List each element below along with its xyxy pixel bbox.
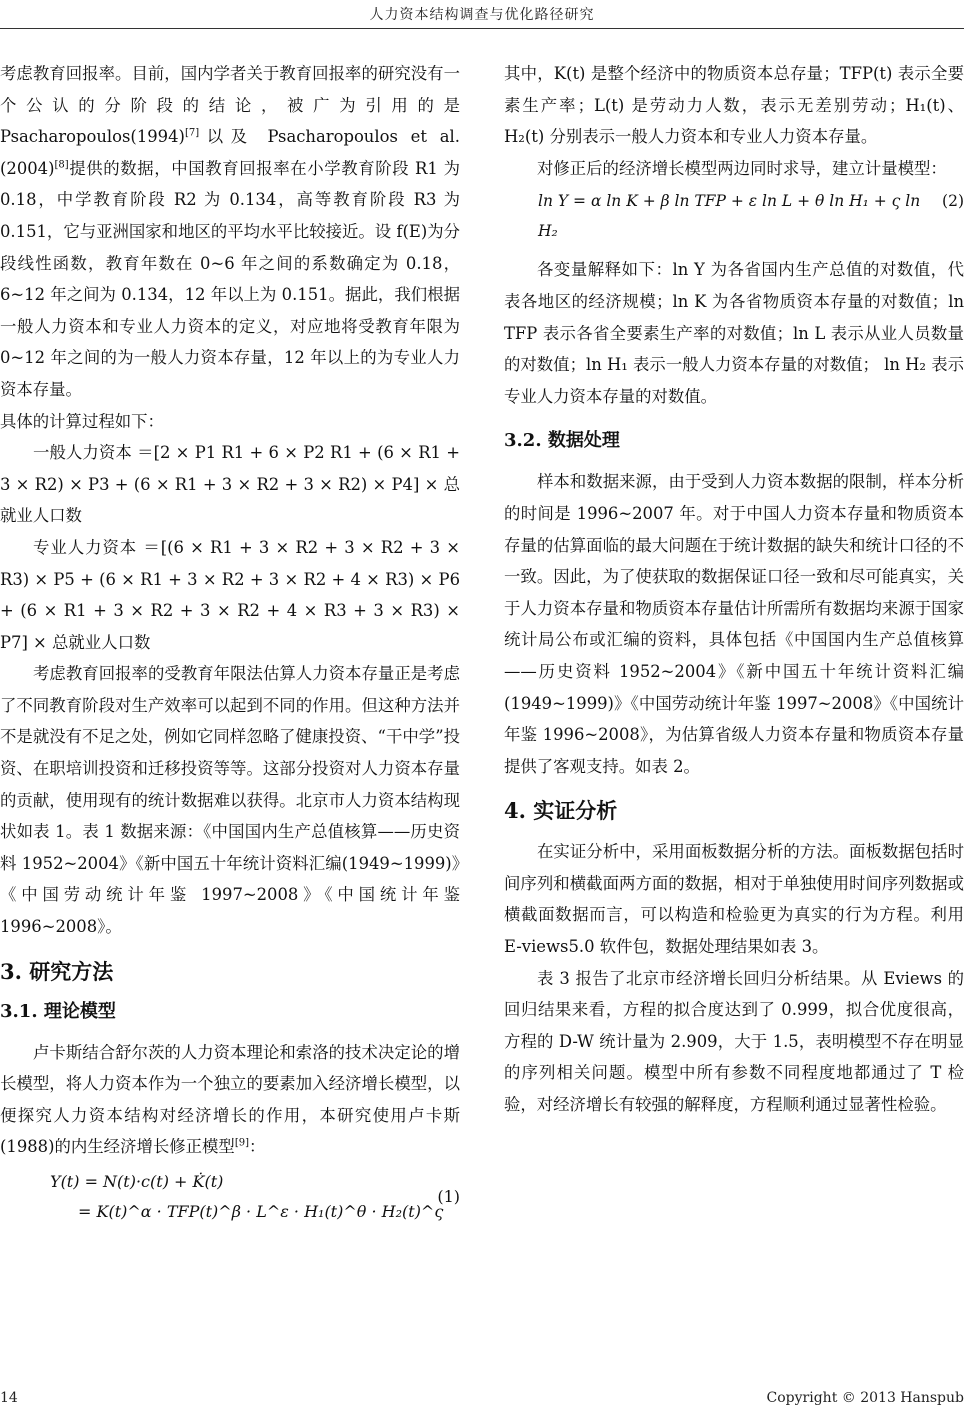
- paragraph-panel-analysis: 在实证分析中，采用面板数据分析的方法。面板数据包括时间序列和横截面两方面的数据，相对于单独使用时间序列数据或横截面数据而言，可以构造和检验更为真实的行为方程。利用 E-views5.0 软件包，数据处理结果如表 3。: [504, 842, 964, 957]
- left-column: [0, 58, 460, 1227]
- section-heading-3: 3. 研究方法: [0, 958, 114, 984]
- page-number: 14: [0, 1390, 18, 1406]
- paragraph-variable-explanation: 各变量解释如下：ln Y 为各省国内生产总值的对数值，代表各地区的经济规模；ln K 为各省物质资本存量的对数值；ln TFP 表示各省全要素生产率的对数值；ln L 表示从业人员数量的对数值；ln H₁ 表示一般人力资本存量的对数值； ln H₂ 表示专业人力资本存量的对数值。: [504, 260, 964, 406]
- paragraph-education-return: [0, 58, 460, 406]
- text-run: 以及 Psacharopoulos et al. (2004): [0, 127, 460, 178]
- equation-2-body: ln Y = α ln K + β ln TFP + ε ln L + θ ln H₁ + ς ln H₂: [538, 192, 921, 241]
- subsection-heading-3-1: 3.1. 理论模型: [0, 1000, 116, 1022]
- equation-2-number: (2): [942, 192, 964, 211]
- formula-general-human-capital: 一般人力资本 ＝[2 × P1 R1 + 6 × P2 R1 + (6 × R1 + 3 × R2) × P3 + (6 × R1 + 3 × R2 + 3 × R2) × P4] × 总就业人口数: [0, 443, 460, 526]
- equation-1-line-1: Y(t) = N(t)·c(t) + K̇(t): [50, 1172, 224, 1191]
- equation-1-line-2: = K(t)^α · TFP(t)^β · L^ε · H₁(t)^θ · H₂(t)^ς: [78, 1202, 444, 1221]
- equation-1: [0, 1167, 460, 1227]
- text-run: 提供的数据，中国教育回报率在小学教育阶段 R1 为 0.18，中学教育阶段 R2 为 0.134，高等教育阶段 R3 为 0.151，它与亚洲国家和地区的平均水平比较接近。设 f(E)为分段线性函数，教育年数在 0~6 年之间的系数确定为 0.18，6~12 年之间为 0.134，12 年以上为 0.151。据此，我们根据一般人力资本和专业人力资本的定义，对应地将受教育年限为 0~12 年之间的为一般人力资本存量，12 年以上的为专业人力资本存量。: [0, 158, 460, 399]
- right-column: [504, 58, 964, 1121]
- paragraph-calc-intro: 具体的计算过程如下：: [0, 411, 164, 431]
- citation-7[interactable]: [7]: [184, 127, 200, 139]
- paragraph-variable-definitions: 其中，K(t) 是整个经济中的物质资本总存量；TFP(t) 表示全要素生产率；L(t) 是劳动力人数，表示无差别劳动；H₁(t)、H₂(t) 分别表示一般人力资本和专业人力资本存量。: [504, 64, 964, 147]
- text-run: 卢卡斯结合舒尔茨的人力资本理论和索洛的技术决定论的增长模型，将人力资本作为一个独立的要素加入经济增长模型，以便探究人力资本结构对经济增长的作用，本研究使用卢卡斯(1988)的内生经济增长修正模型: [0, 1042, 460, 1157]
- equation-1-number: (1): [437, 1187, 460, 1206]
- formula-specialized-human-capital: 专业人力资本 ＝[(6 × R1 + 3 × R2 + 3 × R2 + 3 × R3) × P5 + (6 × R1 + 3 × R2 + 3 × R2 + 4 × R3) × P6 + (6 × R1 + 3 × R2 + 3 × R2 + 4 × R3 + 3 × R3) × P7] × 总就业人口数: [0, 537, 460, 652]
- running-header: 人力资本结构调查与优化路径研究: [369, 7, 595, 23]
- paragraph-method-limitations: 考虑教育回报率的受教育年限法估算人力资本存量正是考虑了不同教育阶段对生产效率可以起到不同的作用。但这种方法并不是就没有不足之处，例如它同样忽略了健康投资、“干中学”投资、在职培训投资和迁移投资等等。这部分投资对人力资本存量的贡献，使用现有的统计数据难以获得。北京市人力资本结构现状如表 1。表 1 数据来源：《中国国内生产总值核算——历史资料 1952~2004》《新中国五十年统计资料汇编(1949~1999)》《中国劳动统计年鉴 1997~2008》《中国统计年鉴 1996~2008》。: [0, 664, 460, 937]
- section-heading-4: 4. 实证分析: [504, 798, 618, 824]
- header-rule: [0, 28, 964, 29]
- text-run: ：: [248, 1137, 266, 1157]
- text-run: 考虑教育回报率。目前，国内学者关于教育回报率的研究没有一个公认的分阶段的结论，被广为引用的是 Psacharopoulos(1994): [0, 64, 460, 147]
- subsection-heading-3-2: 3.2. 数据处理: [504, 430, 620, 452]
- equation-2: [504, 186, 964, 246]
- paragraph-derivation: 对修正后的经济增长模型两边同时求导，建立计量模型：: [537, 158, 947, 178]
- citation-8[interactable]: [8]: [54, 159, 69, 171]
- paragraph-lucas-model: [0, 1037, 460, 1163]
- paragraph-regression-results: 表 3 报告了北京市经济增长回归分析结果。从 Eviews 的回归结果来看，方程的拟合度达到了 0.999，拟合优度很高，方程的 D-W 统计量为 2.909，大于 1.5，表明模型不存在明显的序列相关问题。模型中所有参数不同程度地都通过了 T 检验，对经济增长有较强的解释度，方程顺利通过显著性检验。: [504, 968, 964, 1115]
- copyright-notice: Copyright © 2013 Hanspub: [766, 1390, 964, 1406]
- paragraph-data-sources: 样本和数据来源，由于受到人力资本数据的限制，样本分析的时间是 1996~2007 年。对于中国人力资本存量和物质资本存量的估算面临的最大问题在于统计数据的缺失和统计口径的不一致。因此，为了使获取的数据保证口径一致和尽可能真实，关于人力资本存量和物质资本存量估计所需所有数据均来源于国家统计局公布或汇编的资料，具体包括《中国国内生产总值核算——历史资料 1952~2004》《新中国五十年统计资料汇编(1949~1999)》《中国劳动统计年鉴 1997~2008》《中国统计年鉴 1996~2008》，为估算省级人力资本存量和物质资本存量提供了客观支持。如表 2。: [504, 472, 964, 776]
- citation-9[interactable]: [9]: [234, 1137, 249, 1149]
